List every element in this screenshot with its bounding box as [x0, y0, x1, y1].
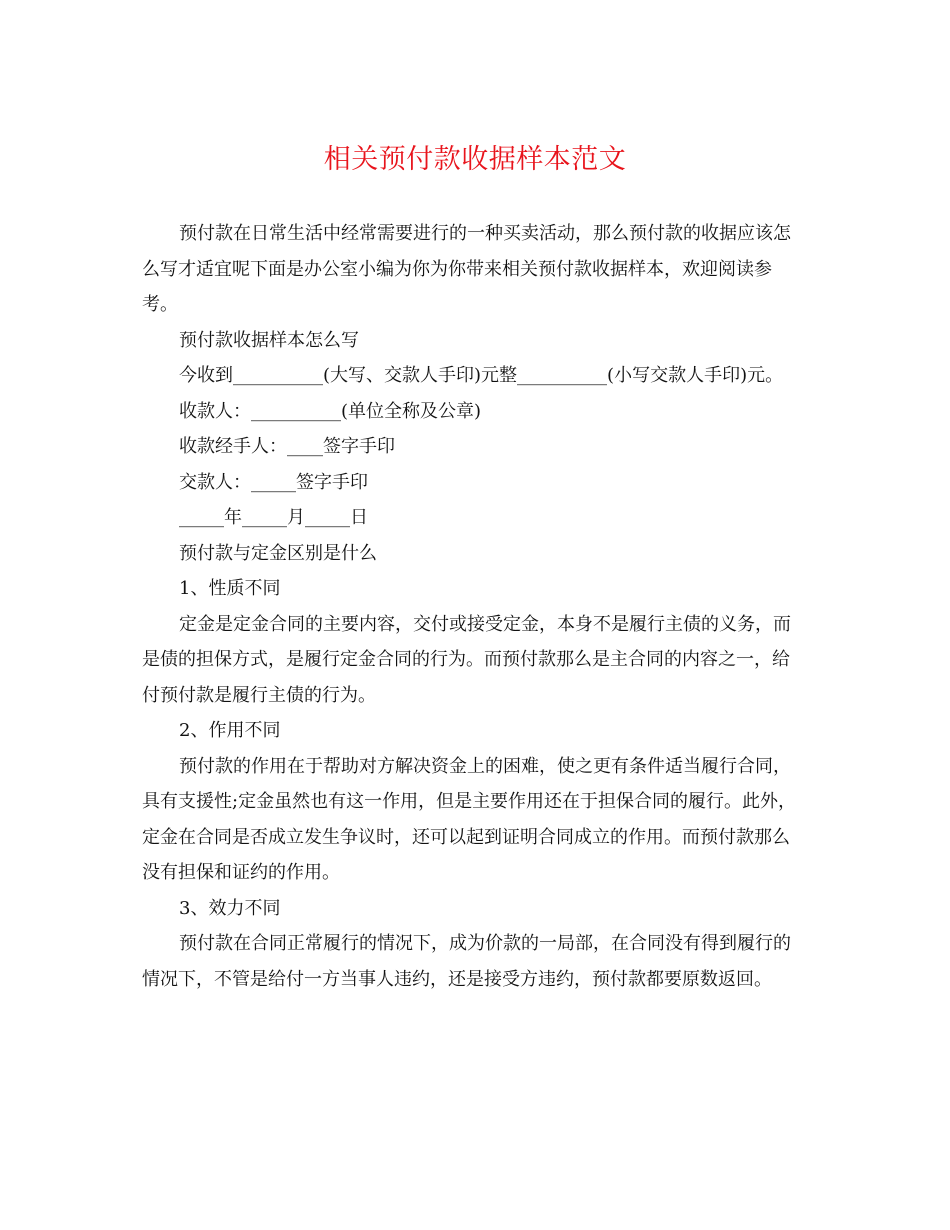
receipt-amount-line: 今收到__________(大写、交款人手印)元整__________(小写交款人手印)元。	[179, 365, 784, 386]
paragraph-effect: 预付款在合同正常履行的情况下，成为价款的一局部，在合同没有得到履行的情况下，不管是给付一方当事人违约，还是接受方违约，预付款都要原数返回。	[142, 933, 791, 990]
subheading-effect: 3、效力不同	[179, 897, 281, 919]
receipt-date-line: _____年_____月_____日	[179, 507, 368, 528]
document-title: 相关预付款收据样本范文	[323, 144, 627, 175]
receipt-payee-line: 收款人：__________(单位全称及公章)	[179, 400, 482, 422]
section-heading-receipt-sample: 预付款收据样本怎么写	[179, 329, 359, 351]
paragraph-function: 预付款的作用在于帮助对方解决资金上的困难，使之更有条件适当履行合同，具有支援性;定金虽然也有这一作用，但是主要作用还在于担保合同的履行。此外，定金在合同是否成立发生争议时，还可以起到证明合同成立的作用。而预付款那么没有担保和证约的作用。	[142, 755, 797, 883]
intro-paragraph: 预付款在日常生活中经常需要进行的一种买卖活动，那么预付款的收据应该怎么写才适宜呢下面是办公室小编为你为你带来相关预付款收据样本，欢迎阅读参考。	[142, 223, 791, 315]
paragraph-nature: 定金是定金合同的主要内容，交付或接受定金，本身不是履行主债的义务，而是债的担保方式，是履行定金合同的行为。而预付款那么是主合同的内容之一，给付预付款是履行主债的行为。	[142, 613, 791, 706]
subheading-nature: 1、性质不同	[179, 578, 281, 599]
receipt-payer-line: 交款人：_____签字手印	[179, 471, 368, 493]
subheading-function: 2、作用不同	[179, 720, 281, 741]
receipt-handler-line: 收款经手人：____签字手印	[179, 436, 395, 457]
document-body	[142, 216, 807, 997]
section-heading-differences: 预付款与定金区别是什么	[179, 542, 377, 564]
